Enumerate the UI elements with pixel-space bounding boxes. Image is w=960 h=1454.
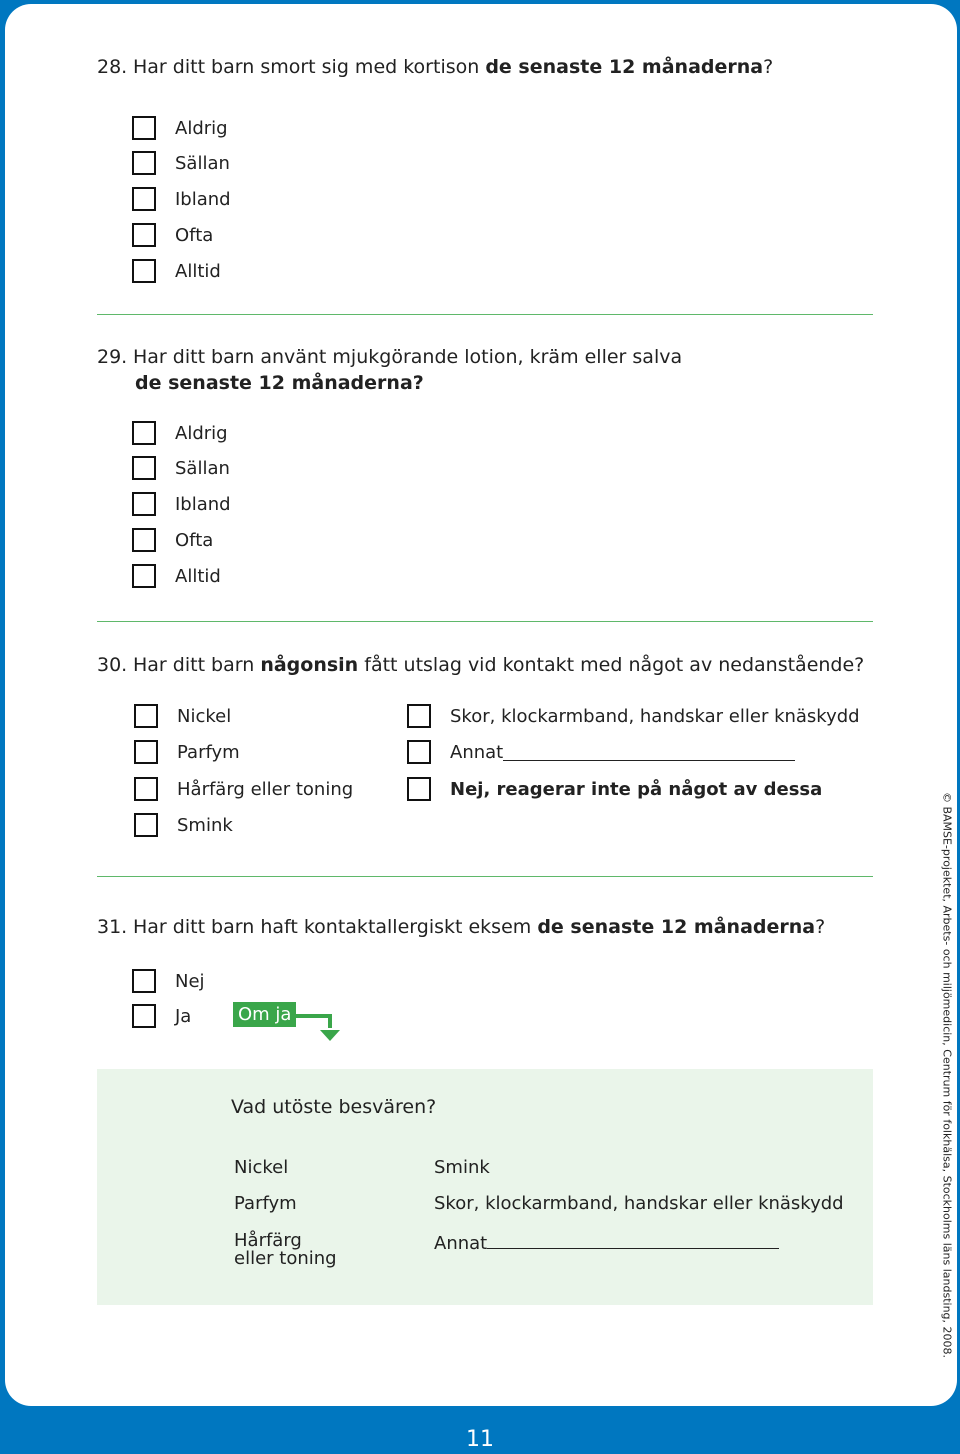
checkbox[interactable] bbox=[132, 564, 156, 588]
checkbox[interactable] bbox=[132, 528, 156, 552]
checkbox[interactable] bbox=[407, 740, 431, 764]
q28-text-bold: de senaste 12 månaderna bbox=[485, 56, 764, 78]
q29-text-bold: de senaste 12 månaderna bbox=[135, 372, 413, 394]
q28-text-pre: Har ditt barn smort sig med kortison bbox=[133, 56, 486, 78]
copyright-credit: © BAMSE-projektet, Arbets- och miljömedicin, Centrum för folkhälsa, Stockholms läns landsting, 2008. bbox=[940, 791, 954, 1359]
q30-text-bold: någonsin bbox=[260, 654, 359, 676]
checkbox[interactable] bbox=[134, 813, 158, 837]
checkbox[interactable] bbox=[134, 704, 158, 728]
q31-option-ja[interactable] bbox=[132, 1002, 191, 1030]
followup-option-harfarg: Hårfärg bbox=[234, 1230, 302, 1251]
annat-write-in-line[interactable] bbox=[487, 1231, 779, 1249]
q28-option-ofta[interactable] bbox=[132, 221, 213, 249]
q29-option-ofta[interactable] bbox=[132, 526, 213, 554]
q31-text-bold: de senaste 12 månaderna bbox=[537, 916, 816, 938]
checkbox[interactable] bbox=[132, 492, 156, 516]
followup-panel bbox=[97, 1069, 873, 1305]
checkbox[interactable] bbox=[134, 777, 158, 801]
option-label: Ja bbox=[175, 1005, 192, 1027]
q29-option-ibland[interactable] bbox=[132, 490, 231, 518]
followup-question: Vad utöste besvären? bbox=[231, 1096, 437, 1118]
option-label: Nej, reagerar inte på något av dessa bbox=[450, 778, 823, 800]
option-label: Annat bbox=[450, 741, 504, 763]
q28-number: 28. bbox=[97, 56, 128, 78]
checkbox[interactable] bbox=[132, 223, 156, 247]
q30-option-nickel[interactable] bbox=[134, 702, 231, 730]
q31-text bbox=[97, 914, 825, 940]
option-label: Sällan bbox=[175, 152, 230, 174]
option-label: Alltid bbox=[175, 260, 221, 282]
q29-option-aldrig[interactable] bbox=[132, 419, 228, 447]
option-label: Parfym bbox=[177, 741, 240, 763]
q28-text bbox=[97, 54, 773, 80]
followup-option-eller-toning: eller toning bbox=[234, 1248, 337, 1269]
q29-text-post: ? bbox=[412, 372, 424, 394]
checkbox[interactable] bbox=[132, 456, 156, 480]
annat-write-in-line[interactable] bbox=[503, 743, 795, 761]
option-label: Hårfärg eller toning bbox=[177, 778, 354, 800]
q29-text-line1: Har ditt barn använt mjukgörande lotion, kräm eller salva bbox=[133, 346, 683, 368]
q30-text-post: fått utslag vid kontakt med något av nedanstående? bbox=[358, 654, 865, 676]
q30-text-pre: Har ditt barn bbox=[133, 654, 261, 676]
q28-option-ibland[interactable] bbox=[132, 185, 231, 213]
page-sheet bbox=[5, 4, 957, 1406]
option-label: Nej bbox=[175, 970, 205, 992]
divider-rule bbox=[97, 621, 873, 622]
q30-option-parfym[interactable] bbox=[134, 738, 240, 766]
om-ja-badge bbox=[233, 1002, 296, 1027]
followup-option-annat bbox=[434, 1231, 779, 1254]
checkbox[interactable] bbox=[132, 151, 156, 175]
option-label: Aldrig bbox=[175, 422, 228, 444]
checkbox[interactable] bbox=[134, 740, 158, 764]
option-label: Skor, klockarmband, handskar eller knäskydd bbox=[450, 705, 860, 727]
q28-option-sallan[interactable] bbox=[132, 149, 230, 177]
option-label: Smink bbox=[177, 814, 233, 836]
q29-option-alltid[interactable] bbox=[132, 562, 221, 590]
followup-option-nickel: Nickel bbox=[234, 1157, 289, 1178]
q31-number: 31. bbox=[97, 916, 128, 938]
option-label: Sällan bbox=[175, 457, 230, 479]
q30-option-harfarg[interactable] bbox=[134, 775, 353, 803]
q30-option-nej[interactable] bbox=[407, 775, 822, 803]
checkbox[interactable] bbox=[407, 704, 431, 728]
option-label: Ofta bbox=[175, 529, 214, 551]
followup-option-parfym: Parfym bbox=[234, 1193, 297, 1214]
option-label: Annat bbox=[434, 1233, 488, 1254]
q30-text bbox=[97, 652, 864, 678]
q31-option-nej[interactable] bbox=[132, 967, 205, 995]
q29-number: 29. bbox=[97, 346, 128, 368]
q28-text-post: ? bbox=[763, 56, 774, 78]
checkbox[interactable] bbox=[132, 421, 156, 445]
divider-rule bbox=[97, 876, 873, 877]
q28-option-alltid[interactable] bbox=[132, 257, 221, 285]
checkbox[interactable] bbox=[407, 777, 431, 801]
option-label: Ibland bbox=[175, 493, 231, 515]
divider-rule bbox=[97, 314, 873, 315]
q30-option-skor[interactable] bbox=[407, 702, 860, 730]
q31-text-post: ? bbox=[815, 916, 826, 938]
checkbox[interactable] bbox=[132, 116, 156, 140]
q30-number: 30. bbox=[97, 654, 128, 676]
q31-text-pre: Har ditt barn haft kontaktallergiskt eksem bbox=[133, 916, 538, 938]
arrow-down-icon bbox=[295, 1008, 345, 1048]
q29-text bbox=[97, 344, 682, 396]
option-label: Alltid bbox=[175, 565, 221, 587]
q30-option-smink[interactable] bbox=[134, 811, 233, 839]
q30-option-annat[interactable] bbox=[407, 738, 795, 766]
option-label: Nickel bbox=[177, 705, 232, 727]
q29-option-sallan[interactable] bbox=[132, 454, 230, 482]
checkbox[interactable] bbox=[132, 1004, 156, 1028]
option-label: Aldrig bbox=[175, 117, 228, 139]
q28-option-aldrig[interactable] bbox=[132, 114, 228, 142]
option-label: Ibland bbox=[175, 188, 231, 210]
checkbox[interactable] bbox=[132, 187, 156, 211]
option-label: Ofta bbox=[175, 224, 214, 246]
followup-option-smink: Smink bbox=[434, 1157, 490, 1178]
checkbox[interactable] bbox=[132, 259, 156, 283]
checkbox[interactable] bbox=[132, 969, 156, 993]
page-number: 11 bbox=[466, 1427, 494, 1452]
om-ja-label: Om ja bbox=[238, 1004, 292, 1025]
followup-option-skor: Skor, klockarmband, handskar eller knäskydd bbox=[434, 1193, 844, 1214]
